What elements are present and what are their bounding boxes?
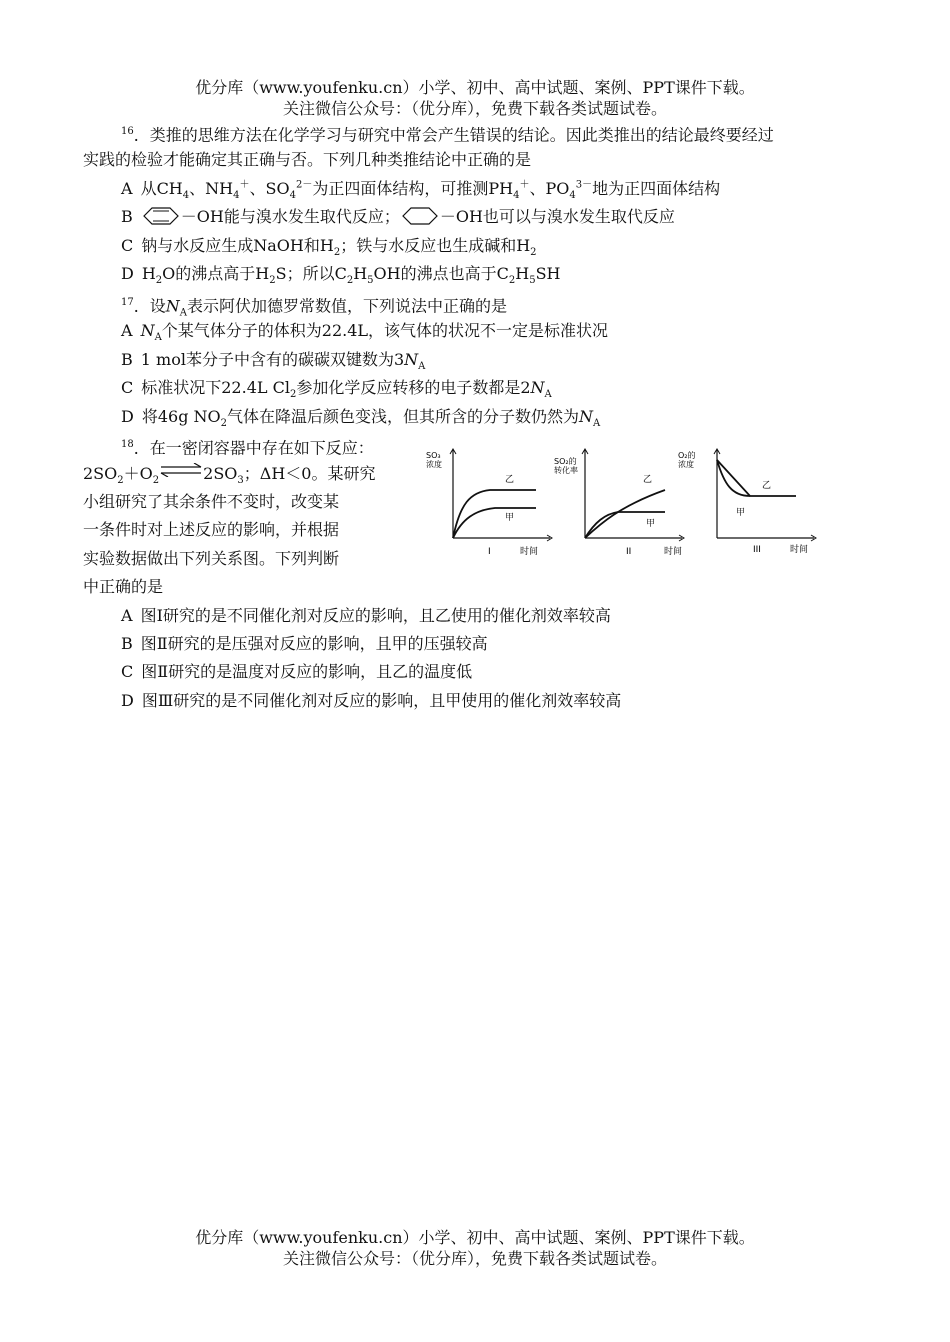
footer-line-1: 优分库（www.youfenku.cn）小学、初中、高中试题、案例、PPT课件下载。 <box>195 1228 755 1247</box>
chart-2-label-jia: 甲 <box>646 519 656 529</box>
q17-number: 17 <box>121 297 134 308</box>
header-line-2: 关注微信公众号：（优分库），免费下载各类试题试卷。 <box>282 99 667 118</box>
q18-number: 18 <box>121 439 134 450</box>
benzene-ring-icon <box>141 206 181 226</box>
q17-d-text-2: 气体在降温后颜色变浅，但其所含的分子数仍然为 <box>227 407 580 426</box>
chart-3-ylabel-2: 浓度 <box>678 460 694 469</box>
q17-a-text: 个某气体分子的体积为22.4L，该气体的状况不一定是标准状况 <box>161 321 609 340</box>
chart-3-ylabel-1: O₂的 <box>678 451 696 460</box>
q17-option-a: A $N_A$个某气体分子的体积为22.4L，该气体的状况不一定是标准状况 <box>121 321 609 344</box>
chart-2-label-yi: 乙 <box>643 475 653 485</box>
q18-figures <box>420 444 820 564</box>
q18-option-c: C 图Ⅱ研究的是温度对反应的影响，且乙的温度低 <box>121 662 473 681</box>
chart-2-ylabel-1: SO₂的 <box>554 457 577 466</box>
q17-option-d: D 将46g $NO_2$气体在降温后颜色变浅，但其所含的分子数仍然为$N_A$ <box>121 407 601 430</box>
chart-3-curve-yi <box>717 460 796 496</box>
q16-c-text-1: 钠与水反应生成NaOH和H <box>141 236 334 255</box>
q16-c-letter: C <box>121 236 134 255</box>
q18-stem-5: 实验数据做出下列关系图。下列判断 <box>83 549 340 568</box>
q17-option-c: C 标准状况下22.4L $Cl_2$参加化学反应转移的电子数都是$2N_A$ <box>121 378 552 401</box>
q16-a-letter: A <box>121 179 133 198</box>
q18-option-a: A 图Ⅰ研究的是不同催化剂对反应的影响，且乙使用的催化剂效率较高 <box>121 606 611 625</box>
q17-option-b: B 1 mol苯分子中含有的碳碳双键数为$3N_A$ <box>121 350 426 373</box>
q16-stem-2: 实践的检验才能确定其正确与否。下列几种类推结论中正确的是 <box>83 150 532 169</box>
q17-stem-text: 表示阿伏加德罗常数值，下列说法中正确的是 <box>186 296 507 316</box>
q16-option-a: A 从$CH_4$、$NH_4^+$、$SO_4^{2-}$为正四面体结构，可推测$PH_4^+$、$PO_4^{3-}$地为正四面体结构 <box>121 179 721 202</box>
chart-2-xlabel: 时间 <box>664 547 683 557</box>
chart-3-xlabel: 时间 <box>790 545 809 555</box>
q16-option-b: B －OH能与溴水发生取代反应； －OH也可以与溴水发生取代反应 <box>121 207 675 226</box>
footer-line-2: 关注微信公众号：（优分库），免费下载各类试题试卷。 <box>282 1249 667 1268</box>
q18-d-text: 图Ⅲ研究的是不同催化剂对反应的影响，且甲使用的催化剂效率较高 <box>141 691 622 710</box>
q18-option-b: B 图Ⅱ研究的是压强对反应的影响，且甲的压强较高 <box>121 634 488 653</box>
equilibrium-arrow-icon <box>159 463 203 477</box>
q18-stem-1: ．在一密闭容器中存在如下反应： <box>133 438 374 458</box>
q17-stem: $^{17}$．设$N_A$表示阿伏加德罗常数值，下列说法中正确的是 <box>121 296 507 319</box>
chart-2-curve-yi <box>585 490 665 538</box>
chart-2-ylabel-2: 转化率 <box>554 466 578 475</box>
chart-3 <box>678 449 816 555</box>
q16-d-letter: D <box>121 264 134 283</box>
q18-reaction-line: $2SO_2+O_2$ $2SO_3$；ΔH＜0。某研究 <box>83 464 376 487</box>
q17-c-text-2: 参加化学反应转移的电子数都是2 <box>296 378 531 397</box>
chart-1-ylabel-1: SO₃ <box>426 451 441 460</box>
q16-c-text-2: ；铁与水反应也生成碱和H <box>340 236 531 255</box>
q17-c-text: 标准状况下22.4L Cl <box>141 378 290 397</box>
chart-1-ylabel-2: 浓度 <box>426 460 442 469</box>
chart-2 <box>554 449 684 557</box>
q18-stem-6: 中正确的是 <box>83 577 164 596</box>
chart-3-label-yi: 乙 <box>762 481 772 491</box>
chart-2-roman: II <box>626 547 632 557</box>
chart-3-label-jia: 甲 <box>736 508 746 518</box>
q17-d-text: 将46g NO <box>141 407 221 426</box>
chart-1-curve-jia <box>453 508 536 538</box>
chart-1 <box>426 449 552 557</box>
q16-number: 16 <box>121 126 134 137</box>
q18-c-text: 图Ⅱ研究的是温度对反应的影响，且乙的温度低 <box>141 662 473 681</box>
chart-1-roman: I <box>488 547 491 557</box>
q16-option-c: C 钠与水反应生成NaOH和$H_2$；铁与水反应也生成碱和$H_2$ <box>121 236 537 259</box>
q17-b-text: 1 mol苯分子中含有的碳碳双键数为3 <box>140 350 405 369</box>
cyclohexane-ring-icon <box>400 206 440 226</box>
q18-b-text: 图Ⅱ研究的是压强对反应的影响，且甲的压强较高 <box>140 634 488 653</box>
chart-1-label-yi: 乙 <box>505 475 515 485</box>
q18-stem-line-1 <box>121 432 374 461</box>
header-line-1: 优分库（www.youfenku.cn）小学、初中、高中试题、案例、PPT课件下载。 <box>195 78 755 97</box>
q18-stem-3: 小组研究了其余条件不变时，改变某 <box>83 492 340 511</box>
q18-a-text: 图Ⅰ研究的是不同催化剂对反应的影响，且乙使用的催化剂效率较高 <box>140 606 611 625</box>
chart-1-curve-yi <box>453 490 536 538</box>
q16-option-d: D $H_2O$的沸点高于$H_2S$；所以$C_2H_5OH$的沸点也高于$C_2H_5SH$ <box>121 264 561 287</box>
chart-1-xlabel: 时间 <box>520 547 539 557</box>
q16-b-letter: B <box>121 207 133 226</box>
q16-stem-1: ．类推的思维方法在化学学习与研究中常会产生错误的结论。因此类推出的结论最终要经过 <box>133 125 774 145</box>
chart-1-label-jia: 甲 <box>505 513 515 523</box>
q18-stem-4: 一条件时对上述反应的影响，并根据 <box>83 520 340 539</box>
chart-3-roman: III <box>753 545 761 555</box>
q18-option-d: D 图Ⅲ研究的是不同催化剂对反应的影响，且甲使用的催化剂效率较高 <box>121 691 622 710</box>
q16-stem-line-1 <box>121 119 774 148</box>
